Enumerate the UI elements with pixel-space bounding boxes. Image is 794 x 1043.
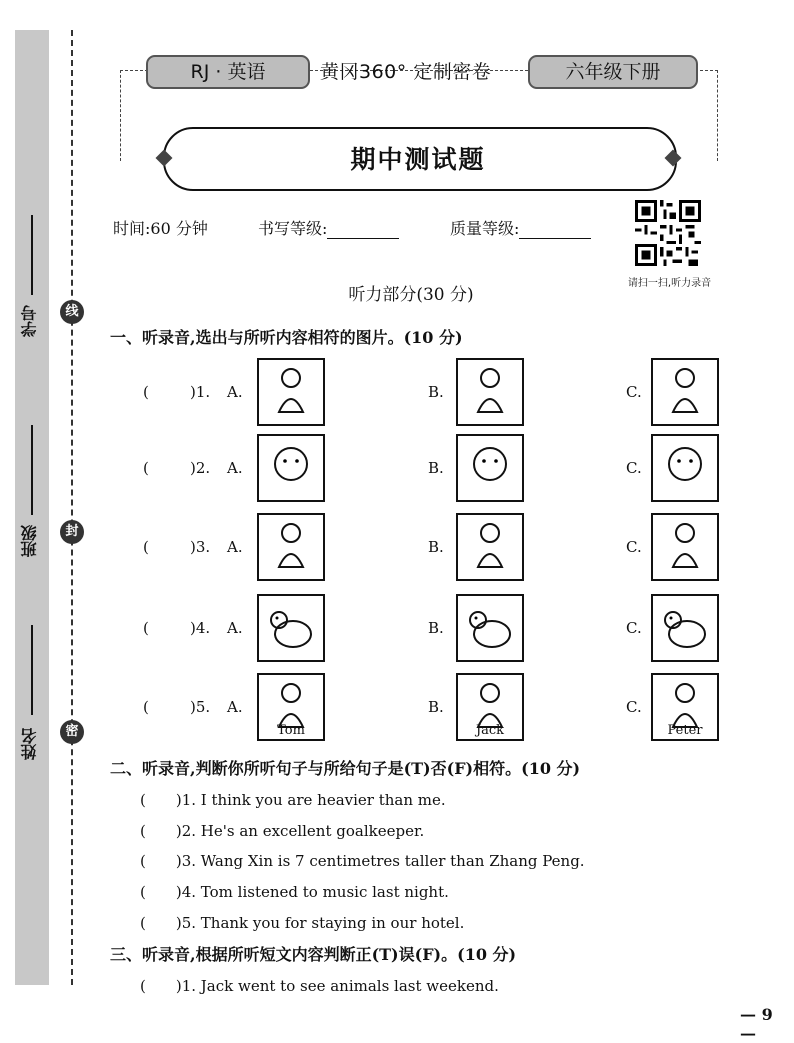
section2-item-4: ( )4. Tom listened to music last night.	[140, 883, 449, 901]
boy-riding-bike-icon	[653, 515, 717, 579]
answer-paren-open[interactable]: (	[143, 619, 149, 637]
listening-part-title: 听力部分(30 分)	[348, 285, 474, 305]
option-picture-b[interactable]	[456, 673, 524, 741]
option-label-a: A.	[227, 383, 243, 401]
answer-paren-open[interactable]: (	[143, 383, 149, 401]
class-label: 班级	[20, 525, 39, 557]
option-label-b: B.	[428, 538, 444, 556]
page-number: — 9 —	[740, 1005, 773, 1043]
name-label: 姓名	[20, 728, 39, 760]
picture-caption: Peter	[667, 723, 703, 738]
grade-pill: 六年级下册	[528, 55, 698, 89]
option-picture-b[interactable]	[456, 513, 524, 581]
cut-line	[71, 30, 73, 985]
answer-paren-open[interactable]: (	[143, 538, 149, 556]
option-picture-c[interactable]	[651, 673, 719, 741]
question-number: )2.	[190, 459, 211, 477]
option-picture-a[interactable]	[257, 594, 325, 662]
student-no-label: 学号	[20, 305, 39, 337]
option-label-c: C.	[626, 538, 642, 556]
option-picture-c[interactable]	[651, 358, 719, 426]
writing-grade-blank[interactable]	[327, 224, 399, 239]
question-number: )1.	[190, 383, 211, 401]
option-label-c: C.	[626, 619, 642, 637]
option-label-b: B.	[428, 619, 444, 637]
section1-title: 一、听录音,选出与所听内容相符的图片。(10 分)	[110, 328, 463, 347]
page-title: 期中测试题	[350, 145, 486, 174]
quality-grade	[450, 216, 591, 239]
section3-title: 三、听录音,根据所听短文内容判断正(T)误(F)。(10 分)	[110, 945, 517, 964]
monkey-reading-newspaper-icon	[458, 515, 522, 579]
option-label-c: C.	[626, 383, 642, 401]
laughing-face-icon	[259, 436, 323, 500]
option-picture-a[interactable]	[257, 673, 325, 741]
section2-item-5: ( )5. Thank you for staying in our hotel.	[140, 914, 465, 932]
option-picture-b[interactable]	[456, 594, 524, 662]
option-label-c: C.	[626, 459, 642, 477]
name-line	[31, 625, 33, 715]
elephant-icon	[458, 596, 522, 660]
subject-pill: RJ · 英语	[146, 55, 310, 89]
option-picture-a[interactable]	[257, 434, 325, 502]
answer-paren-open[interactable]: (	[143, 459, 149, 477]
option-picture-c[interactable]	[651, 513, 719, 581]
option-label-a: A.	[227, 619, 243, 637]
question-number: )5.	[190, 698, 211, 716]
option-label-b: B.	[428, 698, 444, 716]
seal-seal: 封	[60, 520, 84, 544]
person-washing-clothes-icon	[458, 360, 522, 424]
option-picture-b[interactable]	[456, 434, 524, 502]
section2-item-2: ( )2. He's an excellent goalkeeper.	[140, 822, 425, 840]
seal-line: 线	[60, 300, 84, 324]
quality-grade-label: 质量等级:	[450, 219, 520, 238]
answer-paren-open[interactable]: (	[143, 698, 149, 716]
section2-title: 二、听录音,判断你所听句子与所给句子是(T)否(F)相符。(10 分)	[110, 759, 581, 778]
duck-icon	[653, 596, 717, 660]
writing-grade-label: 书写等级:	[258, 219, 328, 238]
sleeping-person-icon	[259, 360, 323, 424]
option-label-a: A.	[227, 538, 243, 556]
option-label-a: A.	[227, 698, 243, 716]
option-label-b: B.	[428, 459, 444, 477]
writing-grade	[258, 216, 399, 239]
qr-code-icon[interactable]	[635, 200, 701, 266]
option-label-c: C.	[626, 698, 642, 716]
option-label-a: A.	[227, 459, 243, 477]
question-number: )3.	[190, 538, 211, 556]
question-number: )4.	[190, 619, 211, 637]
squirrel-icon	[259, 596, 323, 660]
section2-item-1: ( )1. I think you are heavier than me.	[140, 791, 446, 809]
picture-caption: Tom	[277, 723, 305, 738]
option-label-b: B.	[428, 383, 444, 401]
option-picture-a[interactable]	[257, 358, 325, 426]
qr-caption: 请扫一扫,听力录音	[627, 278, 712, 289]
section3-item-1: ( )1. Jack went to see animals last weekend.	[140, 977, 499, 995]
seal-secret: 密	[60, 720, 84, 744]
section2-item-3: ( )3. Wang Xin is 7 centimetres taller than Zhang Peng.	[140, 852, 585, 870]
picture-caption: Jack	[475, 723, 505, 738]
quality-grade-blank[interactable]	[519, 224, 591, 239]
time-info: 时间:60 分钟	[113, 219, 208, 238]
crying-face-icon	[458, 436, 522, 500]
dancing-child-icon	[259, 515, 323, 579]
option-picture-b[interactable]	[456, 358, 524, 426]
series-title: 黄冈360° 定制密卷	[320, 61, 492, 83]
option-picture-c[interactable]	[651, 434, 719, 502]
worried-boy-face-icon	[653, 436, 717, 500]
option-picture-c[interactable]	[651, 594, 719, 662]
option-picture-a[interactable]	[257, 513, 325, 581]
person-watching-tv-icon	[653, 360, 717, 424]
class-line	[31, 425, 33, 515]
